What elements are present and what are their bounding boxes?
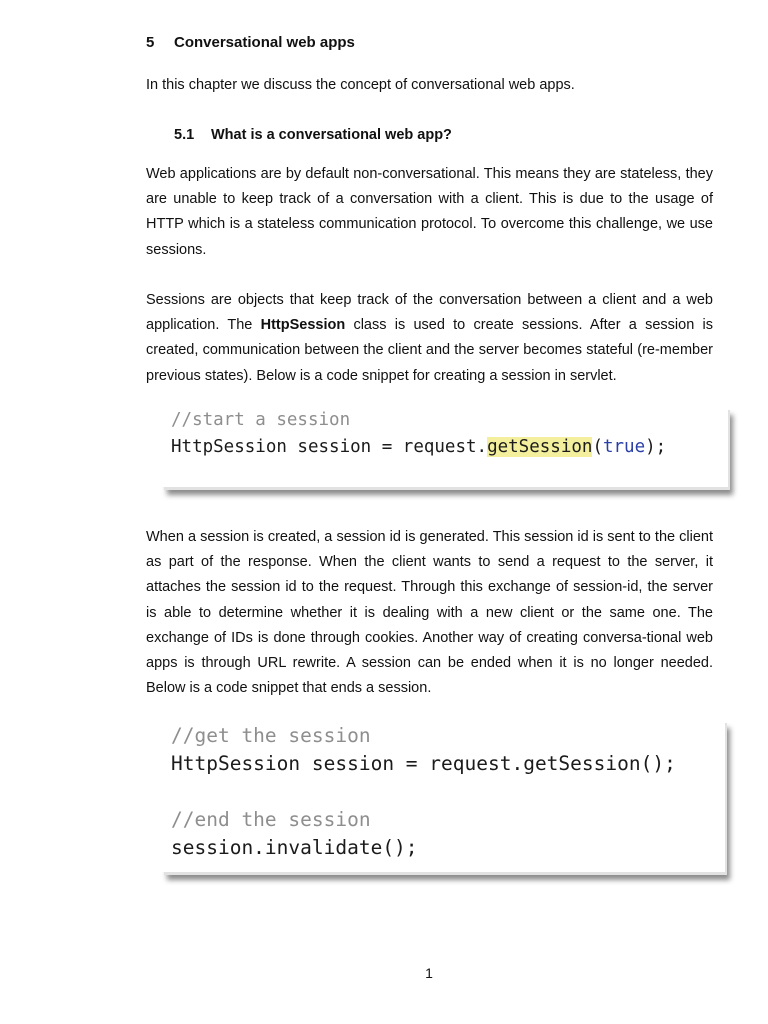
code-line: HttpSession session = request.getSession(); <box>171 752 676 775</box>
code-snippet-end-session <box>162 720 725 872</box>
code-line <box>171 437 666 457</box>
chapter-title: Conversational web apps <box>174 34 355 51</box>
chapter-number: 5 <box>146 34 155 51</box>
paragraph-sessions-text-after: class is used to create sessions. After a session is created, communication between the client and the server becomes stateful (re-member previous states). Below is a code snippet for creating a session in servlet. <box>146 317 714 384</box>
code-comment: //get the session <box>171 724 371 747</box>
section-title: What is a conversational web app? <box>211 127 452 143</box>
code-snippet-create-session <box>162 407 728 487</box>
code-keyword: true <box>602 437 646 457</box>
code-text: HttpSession session = request. <box>171 437 488 457</box>
chapter-heading <box>146 34 355 51</box>
chapter-intro: In this chapter we discuss the concept of conversational web apps. <box>146 77 575 93</box>
paragraph-session-id: When a session is created, a session id is generated. This session id is sent to the client as part of the response. When the client wants to send a request to the server, it attaches the session id to the request. Through this exchange of session-id, the server is able to determine whether it is dealing with a new client or the same one. The exchange of IDs is done through cookies. Another way of creating conversa-tional web apps is through URL rewrite. A session can be ended when it is no longer needed. Below is a code snippet that ends a session. <box>146 529 713 697</box>
code-text: ); <box>645 437 667 457</box>
section-number: 5.1 <box>174 127 195 143</box>
code-comment: //end the session <box>171 808 371 831</box>
paragraph-sessions <box>146 288 713 389</box>
page-number: 1 <box>425 965 433 981</box>
section-heading <box>174 127 452 143</box>
code-highlighted-method: getSession <box>487 437 593 457</box>
httpsession-term: HttpSession <box>260 317 346 334</box>
code-comment: //start a session <box>171 410 351 430</box>
code-text: ( <box>592 437 603 457</box>
paragraph-stateless: Web applications are by default non-conversational. This means they are stateless, they are unable to keep track of a conversation with a client. This is due to the usage of HTTP which is a stateless communication protocol. To overcome this challenge, we use sessions. <box>146 166 713 258</box>
paragraph-sessions-text-before: Sessions are objects that keep track of the conversation between a client and a web application. The <box>146 292 713 334</box>
code-line: session.invalidate(); <box>171 836 418 859</box>
